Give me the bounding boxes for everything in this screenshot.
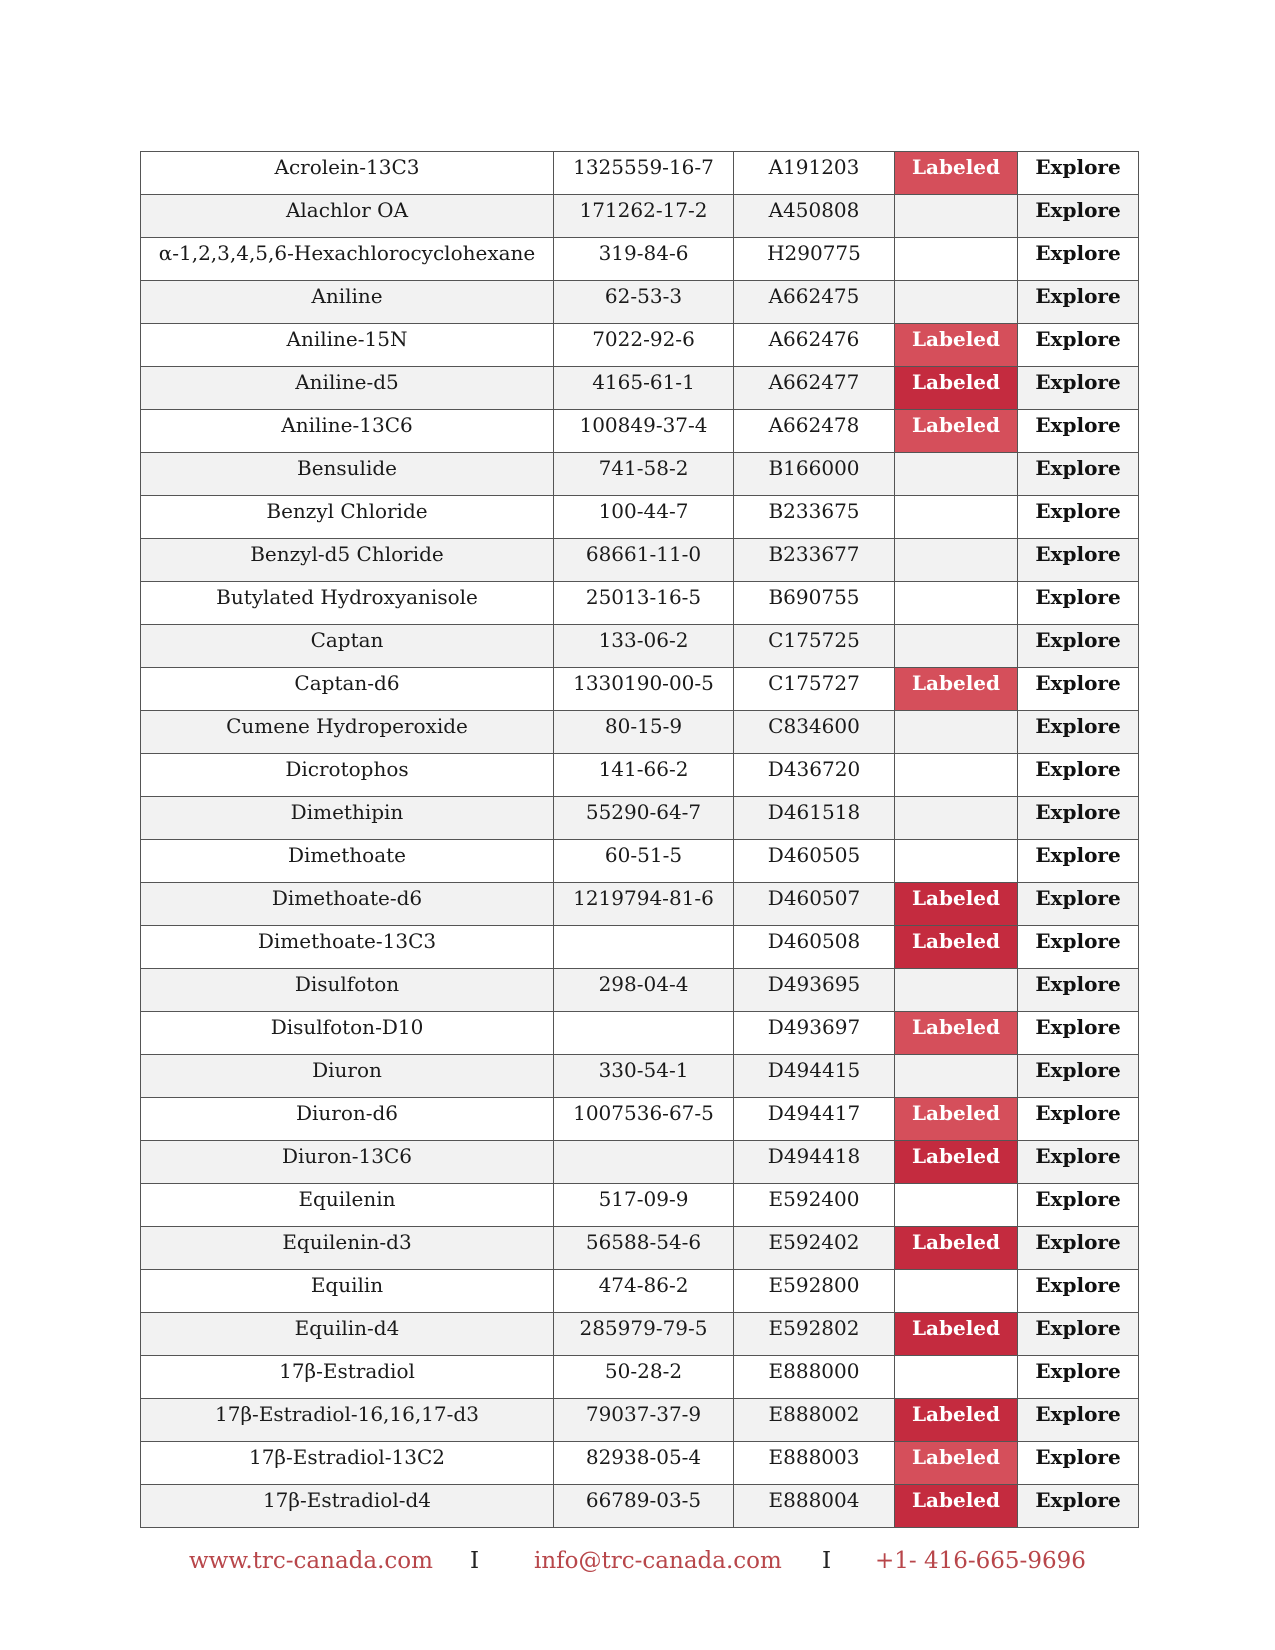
cas-number-cell: 1325559-16-7 bbox=[554, 152, 734, 195]
explore-link[interactable]: Explore bbox=[1018, 195, 1139, 238]
catalog-code-cell: A662475 bbox=[734, 281, 895, 324]
table-row bbox=[141, 1399, 1139, 1442]
explore-link[interactable]: Explore bbox=[1018, 754, 1139, 797]
labeled-badge-cell bbox=[895, 797, 1018, 840]
cas-number-cell: 66789-03-5 bbox=[554, 1485, 734, 1528]
catalog-code-cell: E888000 bbox=[734, 1356, 895, 1399]
catalog-code-cell: B233677 bbox=[734, 539, 895, 582]
compound-name-cell: 17β-Estradiol bbox=[141, 1356, 554, 1399]
cas-number-cell: 68661-11-0 bbox=[554, 539, 734, 582]
labeled-badge-cell bbox=[895, 1270, 1018, 1313]
explore-link[interactable]: Explore bbox=[1018, 281, 1139, 324]
explore-link[interactable]: Explore bbox=[1018, 1055, 1139, 1098]
product-table bbox=[140, 151, 1139, 1528]
labeled-badge-cell bbox=[895, 625, 1018, 668]
catalog-code-cell: E592400 bbox=[734, 1184, 895, 1227]
explore-link[interactable]: Explore bbox=[1018, 410, 1139, 453]
explore-link[interactable]: Explore bbox=[1018, 1356, 1139, 1399]
table-row bbox=[141, 410, 1139, 453]
cas-number-cell: 1330190-00-5 bbox=[554, 668, 734, 711]
labeled-badge-cell: Labeled bbox=[895, 410, 1018, 453]
cas-number-cell: 517-09-9 bbox=[554, 1184, 734, 1227]
catalog-code-cell: D493695 bbox=[734, 969, 895, 1012]
compound-name-cell: Alachlor OA bbox=[141, 195, 554, 238]
table-row bbox=[141, 324, 1139, 367]
labeled-badge-cell bbox=[895, 453, 1018, 496]
footer-separator: I bbox=[822, 1548, 832, 1574]
explore-link[interactable]: Explore bbox=[1018, 324, 1139, 367]
compound-name-cell: Equilenin bbox=[141, 1184, 554, 1227]
email-link[interactable]: info@trc-canada.com bbox=[534, 1548, 782, 1574]
catalog-code-cell: D461518 bbox=[734, 797, 895, 840]
compound-name-cell: Cumene Hydroperoxide bbox=[141, 711, 554, 754]
catalog-code-cell: E888003 bbox=[734, 1442, 895, 1485]
table-row bbox=[141, 840, 1139, 883]
table-row bbox=[141, 1356, 1139, 1399]
catalog-code-cell: A662477 bbox=[734, 367, 895, 410]
labeled-badge-cell bbox=[895, 711, 1018, 754]
explore-link[interactable]: Explore bbox=[1018, 711, 1139, 754]
compound-name-cell: Diuron bbox=[141, 1055, 554, 1098]
cas-number-cell: 25013-16-5 bbox=[554, 582, 734, 625]
explore-link[interactable]: Explore bbox=[1018, 883, 1139, 926]
explore-link[interactable]: Explore bbox=[1018, 367, 1139, 410]
compound-name-cell: Equilenin-d3 bbox=[141, 1227, 554, 1270]
table-row bbox=[141, 582, 1139, 625]
explore-link[interactable]: Explore bbox=[1018, 238, 1139, 281]
compound-name-cell: Aniline-d5 bbox=[141, 367, 554, 410]
labeled-badge-cell: Labeled bbox=[895, 1313, 1018, 1356]
cas-number-cell: 285979-79-5 bbox=[554, 1313, 734, 1356]
cas-number-cell: 330-54-1 bbox=[554, 1055, 734, 1098]
catalog-code-cell: C175727 bbox=[734, 668, 895, 711]
table-row bbox=[141, 1055, 1139, 1098]
labeled-badge-cell bbox=[895, 840, 1018, 883]
catalog-code-cell: D494415 bbox=[734, 1055, 895, 1098]
cas-number-cell: 133-06-2 bbox=[554, 625, 734, 668]
website-link[interactable]: www.trc-canada.com bbox=[189, 1548, 433, 1574]
explore-link[interactable]: Explore bbox=[1018, 1012, 1139, 1055]
catalog-code-cell: C175725 bbox=[734, 625, 895, 668]
table-row bbox=[141, 539, 1139, 582]
labeled-badge-cell: Labeled bbox=[895, 1485, 1018, 1528]
table-row bbox=[141, 281, 1139, 324]
table-row bbox=[141, 797, 1139, 840]
cas-number-cell: 60-51-5 bbox=[554, 840, 734, 883]
explore-link[interactable]: Explore bbox=[1018, 1313, 1139, 1356]
labeled-badge-cell: Labeled bbox=[895, 926, 1018, 969]
table-row bbox=[141, 668, 1139, 711]
table-row bbox=[141, 1270, 1139, 1313]
catalog-code-cell: D494418 bbox=[734, 1141, 895, 1184]
cas-number-cell bbox=[554, 926, 734, 969]
table-row bbox=[141, 453, 1139, 496]
table-row bbox=[141, 195, 1139, 238]
explore-link[interactable]: Explore bbox=[1018, 1227, 1139, 1270]
table-row bbox=[141, 1141, 1139, 1184]
compound-name-cell: Captan bbox=[141, 625, 554, 668]
table-row bbox=[141, 711, 1139, 754]
compound-name-cell: Equilin-d4 bbox=[141, 1313, 554, 1356]
cas-number-cell: 741-58-2 bbox=[554, 453, 734, 496]
labeled-badge-cell: Labeled bbox=[895, 1399, 1018, 1442]
cas-number-cell bbox=[554, 1141, 734, 1184]
explore-link[interactable]: Explore bbox=[1018, 625, 1139, 668]
compound-name-cell: Benzyl-d5 Chloride bbox=[141, 539, 554, 582]
table-row bbox=[141, 1227, 1139, 1270]
cas-number-cell: 50-28-2 bbox=[554, 1356, 734, 1399]
cas-number-cell: 100849-37-4 bbox=[554, 410, 734, 453]
table-row bbox=[141, 1313, 1139, 1356]
labeled-badge-cell bbox=[895, 195, 1018, 238]
compound-name-cell: 17β-Estradiol-16,16,17-d3 bbox=[141, 1399, 554, 1442]
table-row bbox=[141, 1485, 1139, 1528]
table-row bbox=[141, 1012, 1139, 1055]
explore-link[interactable]: Explore bbox=[1018, 840, 1139, 883]
catalog-code-cell: E888004 bbox=[734, 1485, 895, 1528]
compound-name-cell: α-1,2,3,4,5,6-Hexachlorocyclohexane bbox=[141, 238, 554, 281]
compound-name-cell: Equilin bbox=[141, 1270, 554, 1313]
compound-name-cell: Dimethipin bbox=[141, 797, 554, 840]
labeled-badge-cell: Labeled bbox=[895, 1012, 1018, 1055]
cas-number-cell: 1219794-81-6 bbox=[554, 883, 734, 926]
labeled-badge-cell: Labeled bbox=[895, 152, 1018, 195]
labeled-badge-cell: Labeled bbox=[895, 668, 1018, 711]
labeled-badge-cell: Labeled bbox=[895, 324, 1018, 367]
cas-number-cell: 56588-54-6 bbox=[554, 1227, 734, 1270]
compound-name-cell: Dimethoate bbox=[141, 840, 554, 883]
labeled-badge-cell bbox=[895, 1356, 1018, 1399]
labeled-badge-cell bbox=[895, 582, 1018, 625]
cas-number-cell: 100-44-7 bbox=[554, 496, 734, 539]
cas-number-cell: 319-84-6 bbox=[554, 238, 734, 281]
table-row bbox=[141, 152, 1139, 195]
catalog-code-cell: D460508 bbox=[734, 926, 895, 969]
table-row bbox=[141, 367, 1139, 410]
catalog-code-cell: B690755 bbox=[734, 582, 895, 625]
cas-number-cell: 1007536-67-5 bbox=[554, 1098, 734, 1141]
catalog-code-cell: B233675 bbox=[734, 496, 895, 539]
compound-name-cell: Aniline bbox=[141, 281, 554, 324]
compound-name-cell: 17β-Estradiol-d4 bbox=[141, 1485, 554, 1528]
labeled-badge-cell bbox=[895, 496, 1018, 539]
table-row bbox=[141, 969, 1139, 1012]
labeled-badge-cell: Labeled bbox=[895, 1442, 1018, 1485]
labeled-badge-cell: Labeled bbox=[895, 883, 1018, 926]
explore-link[interactable]: Explore bbox=[1018, 539, 1139, 582]
catalog-code-cell: D494417 bbox=[734, 1098, 895, 1141]
cas-number-cell: 80-15-9 bbox=[554, 711, 734, 754]
table-row bbox=[141, 238, 1139, 281]
table-row bbox=[141, 1098, 1139, 1141]
cas-number-cell: 79037-37-9 bbox=[554, 1399, 734, 1442]
cas-number-cell: 82938-05-4 bbox=[554, 1442, 734, 1485]
cas-number-cell: 171262-17-2 bbox=[554, 195, 734, 238]
explore-link[interactable]: Explore bbox=[1018, 1442, 1139, 1485]
explore-link[interactable]: Explore bbox=[1018, 1399, 1139, 1442]
explore-link[interactable]: Explore bbox=[1018, 582, 1139, 625]
table-row bbox=[141, 625, 1139, 668]
phone-link[interactable]: +1- 416-665-9696 bbox=[875, 1548, 1086, 1574]
labeled-badge-cell bbox=[895, 1055, 1018, 1098]
cas-number-cell bbox=[554, 1012, 734, 1055]
cas-number-cell: 7022-92-6 bbox=[554, 324, 734, 367]
catalog-code-cell: E592402 bbox=[734, 1227, 895, 1270]
catalog-code-cell: A662476 bbox=[734, 324, 895, 367]
catalog-code-cell: E888002 bbox=[734, 1399, 895, 1442]
compound-name-cell: Captan-d6 bbox=[141, 668, 554, 711]
cas-number-cell: 298-04-4 bbox=[554, 969, 734, 1012]
labeled-badge-cell bbox=[895, 969, 1018, 1012]
compound-name-cell: Disulfoton-D10 bbox=[141, 1012, 554, 1055]
labeled-badge-cell: Labeled bbox=[895, 367, 1018, 410]
table-row bbox=[141, 1184, 1139, 1227]
compound-name-cell: Dicrotophos bbox=[141, 754, 554, 797]
cas-number-cell: 62-53-3 bbox=[554, 281, 734, 324]
explore-link[interactable]: Explore bbox=[1018, 1485, 1139, 1528]
catalog-code-cell: B166000 bbox=[734, 453, 895, 496]
compound-name-cell: Disulfoton bbox=[141, 969, 554, 1012]
explore-link[interactable]: Explore bbox=[1018, 1098, 1139, 1141]
explore-link[interactable]: Explore bbox=[1018, 152, 1139, 195]
explore-link[interactable]: Explore bbox=[1018, 496, 1139, 539]
compound-name-cell: Dimethoate-d6 bbox=[141, 883, 554, 926]
compound-name-cell: Butylated Hydroxyanisole bbox=[141, 582, 554, 625]
explore-link[interactable]: Explore bbox=[1018, 453, 1139, 496]
compound-name-cell: Aniline-13C6 bbox=[141, 410, 554, 453]
catalog-code-cell: A662478 bbox=[734, 410, 895, 453]
cas-number-cell: 55290-64-7 bbox=[554, 797, 734, 840]
compound-name-cell: Diuron-d6 bbox=[141, 1098, 554, 1141]
catalog-code-cell: D460507 bbox=[734, 883, 895, 926]
table-row bbox=[141, 1442, 1139, 1485]
catalog-code-cell: C834600 bbox=[734, 711, 895, 754]
labeled-badge-cell: Labeled bbox=[895, 1098, 1018, 1141]
catalog-code-cell: E592802 bbox=[734, 1313, 895, 1356]
footer bbox=[0, 1548, 1275, 1582]
catalog-code-cell: H290775 bbox=[734, 238, 895, 281]
explore-link[interactable]: Explore bbox=[1018, 797, 1139, 840]
compound-name-cell: Dimethoate-13C3 bbox=[141, 926, 554, 969]
catalog-code-cell: A450808 bbox=[734, 195, 895, 238]
explore-link[interactable]: Explore bbox=[1018, 1141, 1139, 1184]
table-row bbox=[141, 926, 1139, 969]
table-row bbox=[141, 883, 1139, 926]
compound-name-cell: Acrolein-13C3 bbox=[141, 152, 554, 195]
labeled-badge-cell: Labeled bbox=[895, 1227, 1018, 1270]
cas-number-cell: 4165-61-1 bbox=[554, 367, 734, 410]
catalog-code-cell: D460505 bbox=[734, 840, 895, 883]
catalog-code-cell: E592800 bbox=[734, 1270, 895, 1313]
explore-link[interactable]: Explore bbox=[1018, 926, 1139, 969]
catalog-code-cell: D493697 bbox=[734, 1012, 895, 1055]
catalog-code-cell: D436720 bbox=[734, 754, 895, 797]
compound-name-cell: Benzyl Chloride bbox=[141, 496, 554, 539]
explore-link[interactable]: Explore bbox=[1018, 668, 1139, 711]
table-row bbox=[141, 496, 1139, 539]
explore-link[interactable]: Explore bbox=[1018, 969, 1139, 1012]
compound-name-cell: 17β-Estradiol-13C2 bbox=[141, 1442, 554, 1485]
footer-separator: I bbox=[470, 1548, 480, 1574]
compound-name-cell: Diuron-13C6 bbox=[141, 1141, 554, 1184]
cas-number-cell: 141-66-2 bbox=[554, 754, 734, 797]
explore-link[interactable]: Explore bbox=[1018, 1184, 1139, 1227]
labeled-badge-cell bbox=[895, 1184, 1018, 1227]
labeled-badge-cell: Labeled bbox=[895, 1141, 1018, 1184]
labeled-badge-cell bbox=[895, 539, 1018, 582]
cas-number-cell: 474-86-2 bbox=[554, 1270, 734, 1313]
catalog-code-cell: A191203 bbox=[734, 152, 895, 195]
labeled-badge-cell bbox=[895, 754, 1018, 797]
labeled-badge-cell bbox=[895, 281, 1018, 324]
table-row bbox=[141, 754, 1139, 797]
compound-name-cell: Aniline-15N bbox=[141, 324, 554, 367]
compound-name-cell: Bensulide bbox=[141, 453, 554, 496]
labeled-badge-cell bbox=[895, 238, 1018, 281]
explore-link[interactable]: Explore bbox=[1018, 1270, 1139, 1313]
